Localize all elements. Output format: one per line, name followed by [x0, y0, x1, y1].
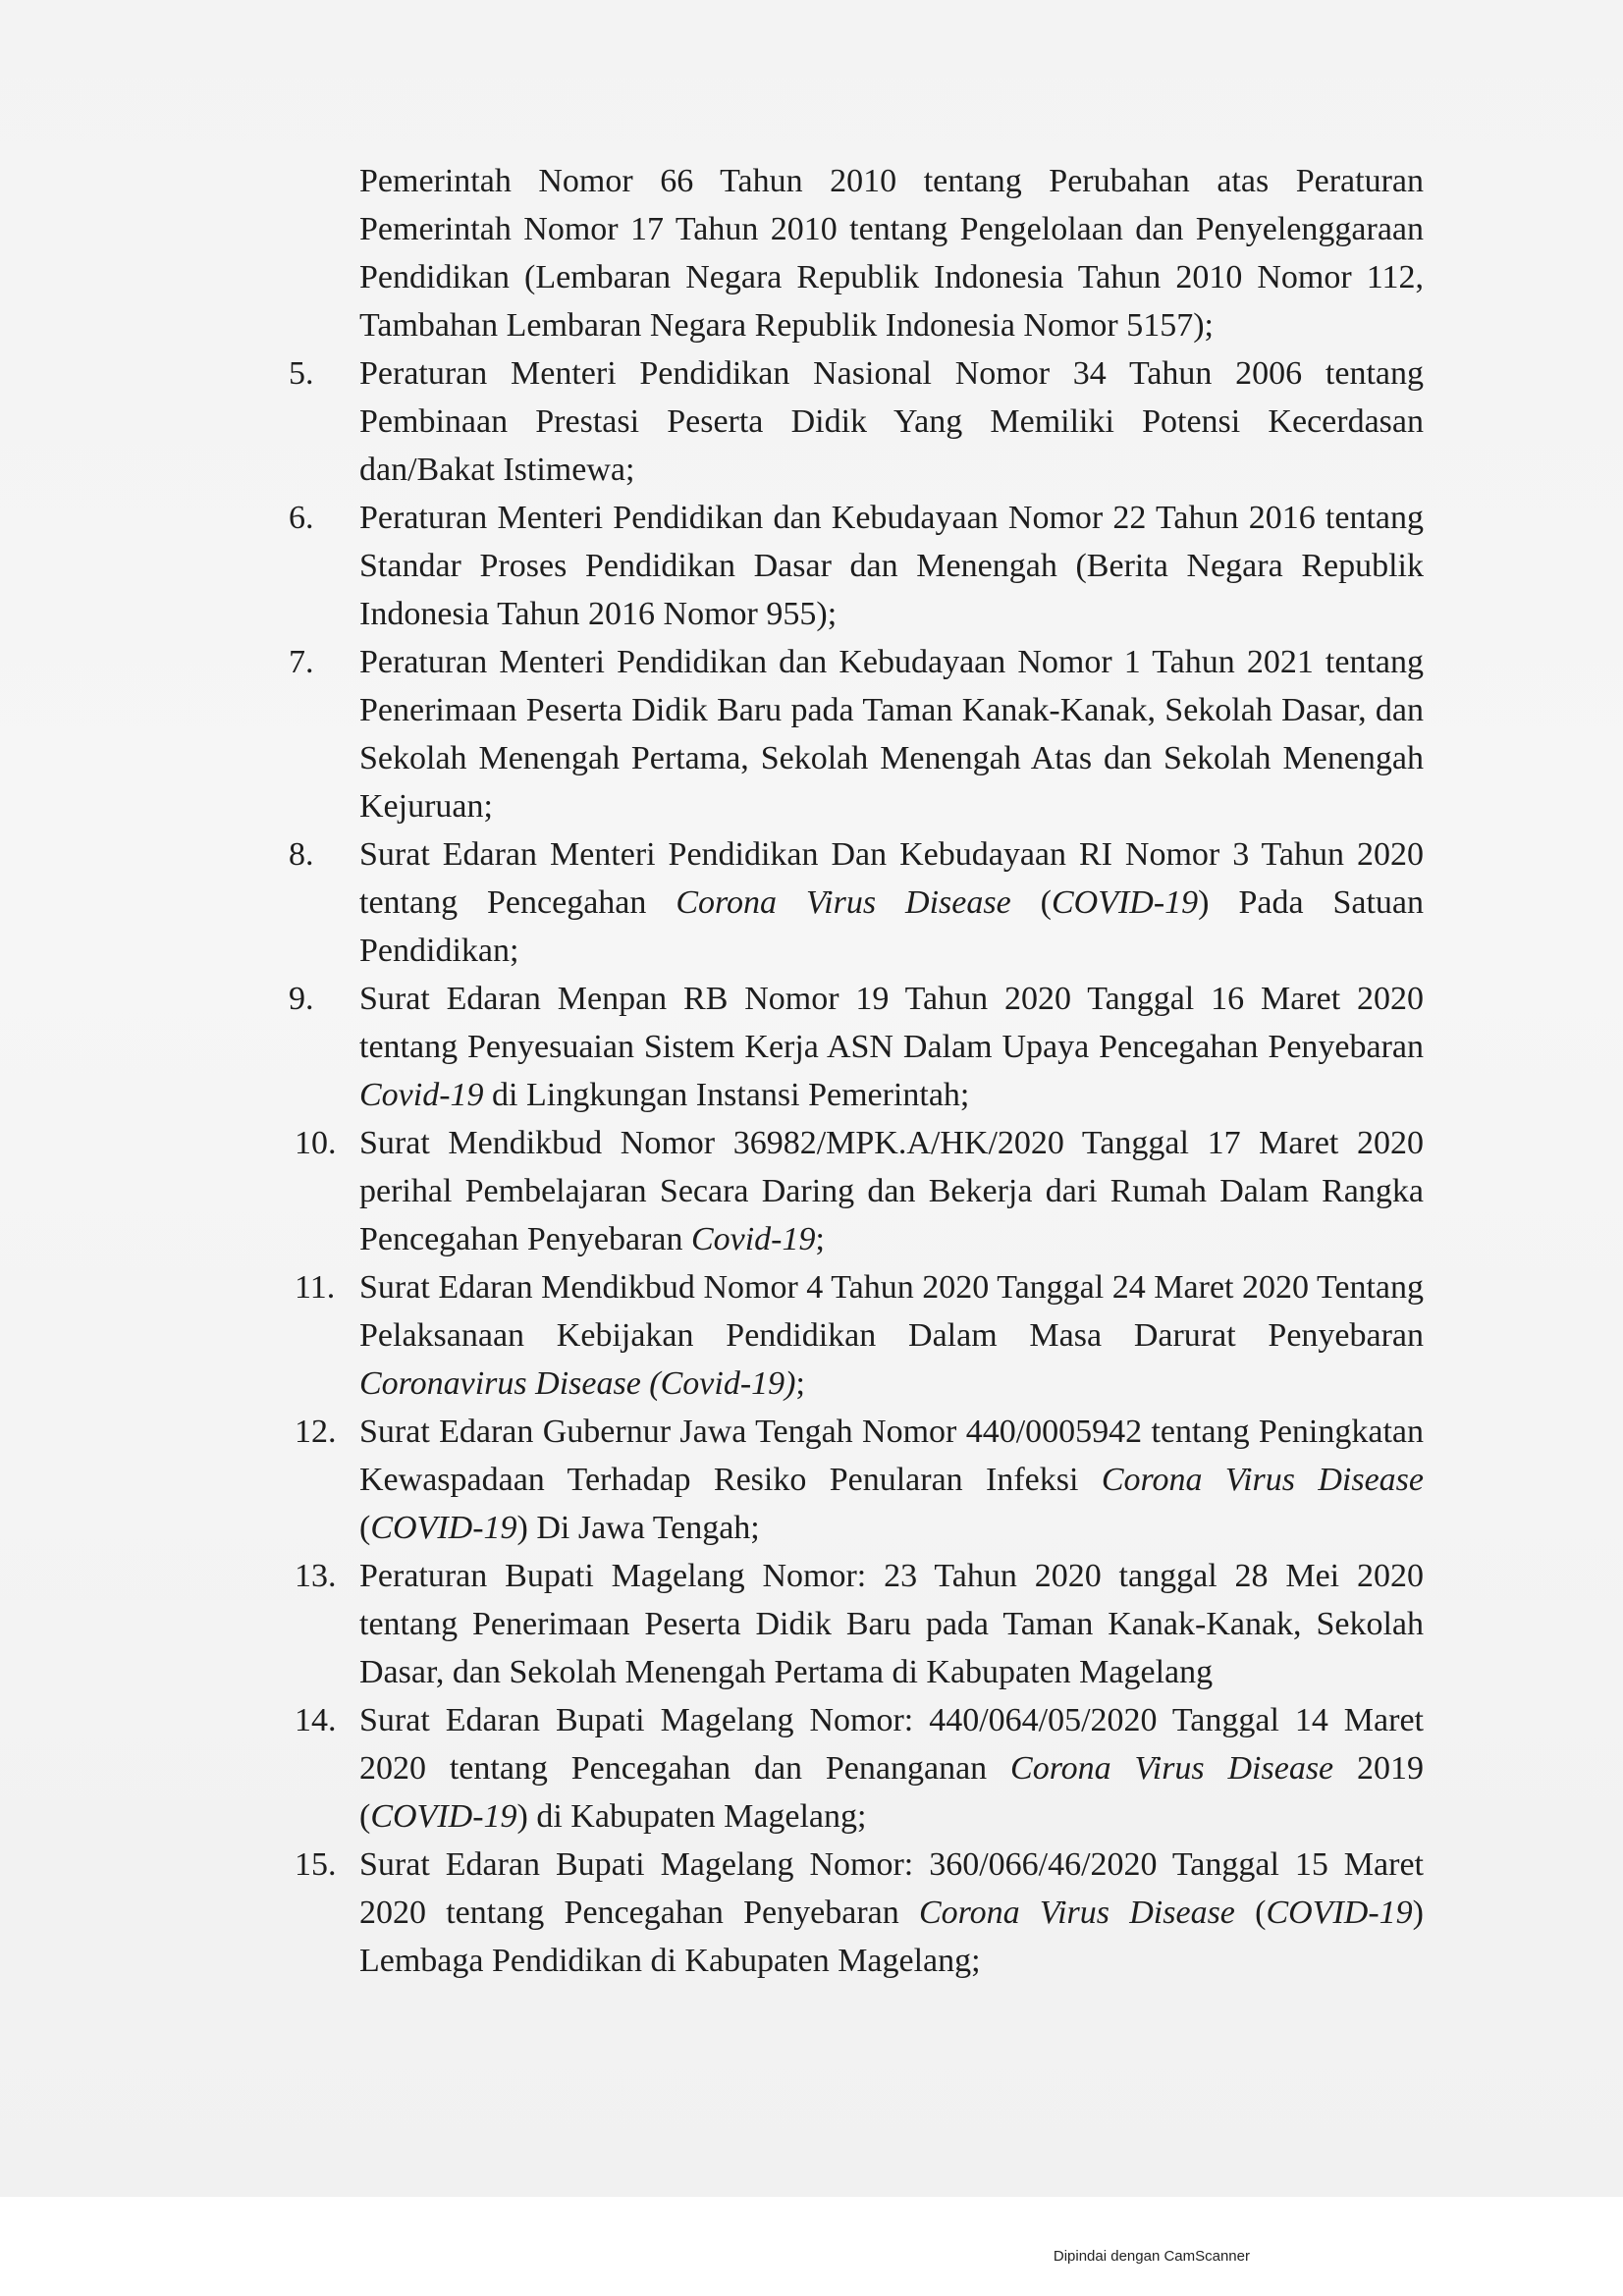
scanner-watermark: Dipindai dengan CamScanner [1053, 2248, 1250, 2265]
list-item [289, 349, 1424, 494]
item-number: 8. [289, 836, 314, 873]
list-item [295, 1408, 1424, 1552]
item-text: Surat Edaran Menpan RB Nomor 19 Tahun 2020 Tanggal 16 Maret 2020 tentang Penyesuaian Sistem Kerja ASN Dalam Upaya Pencegahan Penyebaran Covid-19 di Lingkungan Instansi Pemerintah; [359, 981, 1424, 1113]
item-number: 14. [295, 1702, 337, 1738]
list-item [289, 494, 1424, 638]
document-body [289, 157, 1425, 1985]
item-text: Surat Edaran Gubernur Jawa Tengah Nomor 440/0005942 tentang Peningkatan Kewaspadaan Terhadap Resiko Penularan Infeksi Corona Virus Disease (COVID-19) Di Jawa Tengah; [359, 1414, 1424, 1546]
item-number: 11. [295, 1269, 336, 1306]
item-text: Surat Mendikbud Nomor 36982/MPK.A/HK/2020 Tanggal 17 Maret 2020 perihal Pembelajaran Secara Daring dan Bekerja dari Rumah Dalam Rangka Pencegahan Penyebaran Covid-19; [359, 1125, 1424, 1257]
item-number: 13. [295, 1558, 337, 1594]
list-item [289, 638, 1424, 830]
list-item [295, 1263, 1424, 1408]
item-number: 10. [295, 1125, 337, 1161]
item-number: 7. [289, 644, 314, 680]
list-item [295, 1119, 1424, 1263]
item-number: 6. [289, 500, 314, 536]
list-item [289, 975, 1424, 1119]
item-text: Peraturan Menteri Pendidikan dan Kebudayaan Nomor 1 Tahun 2021 tentang Penerimaan Peserta Didik Baru pada Taman Kanak-Kanak, Sekolah Dasar, dan Sekolah Menengah Pertama, Sekolah Menengah Atas dan Sekolah Menengah Kejuruan; [359, 644, 1424, 825]
item-number: 12. [295, 1414, 337, 1450]
item-text: Surat Edaran Mendikbud Nomor 4 Tahun 2020 Tanggal 24 Maret 2020 Tentang Pelaksanaan Kebijakan Pendidikan Dalam Masa Darurat Penyebaran Coronavirus Disease (Covid-19); [359, 1269, 1424, 1402]
legal-basis-list [289, 349, 1425, 1985]
item-text: Peraturan Menteri Pendidikan dan Kebudayaan Nomor 22 Tahun 2016 tentang Standar Proses Pendidikan Dasar dan Menengah (Berita Negara Republik Indonesia Tahun 2016 Nomor 955); [359, 500, 1424, 632]
item-number: 9. [289, 981, 314, 1017]
item-text: Surat Edaran Bupati Magelang Nomor: 360/066/46/2020 Tanggal 15 Maret 2020 tentang Pencegahan Penyebaran Corona Virus Disease (COVID-19) Lembaga Pendidikan di Kabupaten Magelang; [359, 1846, 1424, 1979]
continued-paragraph: Pemerintah Nomor 66 Tahun 2010 tentang Perubahan atas Peraturan Pemerintah Nomor 17 Tahun 2010 tentang Pengelolaan dan Penyelenggaraan Pendidikan (Lembaran Negara Republik Indonesia Tahun 2010 Nomor 112, Tambahan Lembaran Negara Republik Indonesia Nomor 5157); [359, 163, 1424, 344]
list-item [289, 830, 1425, 975]
item-text: Surat Edaran Bupati Magelang Nomor: 440/064/05/2020 Tanggal 14 Maret 2020 tentang Pencegahan dan Penanganan Corona Virus Disease 2019 (COVID-19) di Kabupaten Magelang; [359, 1702, 1424, 1835]
item-number: 15. [295, 1846, 337, 1883]
list-item [295, 1696, 1424, 1841]
list-item [295, 1841, 1424, 1985]
item-text: Peraturan Bupati Magelang Nomor: 23 Tahun 2020 tanggal 28 Mei 2020 tentang Penerimaan Peserta Didik Baru pada Taman Kanak-Kanak, Sekolah Dasar, dan Sekolah Menengah Pertama di Kabupaten Magelang [359, 1558, 1424, 1690]
list-item [295, 1552, 1424, 1696]
item-number: 5. [289, 355, 314, 392]
item-text: Peraturan Menteri Pendidikan Nasional Nomor 34 Tahun 2006 tentang Pembinaan Prestasi Peserta Didik Yang Memiliki Potensi Kecerdasan dan/Bakat Istimewa; [359, 355, 1424, 488]
item-text: Surat Edaran Menteri Pendidikan Dan Kebudayaan RI Nomor 3 Tahun 2020 tentang Pencegahan Corona Virus Disease (COVID-19) Pada Satuan Pendidikan; [359, 836, 1425, 969]
